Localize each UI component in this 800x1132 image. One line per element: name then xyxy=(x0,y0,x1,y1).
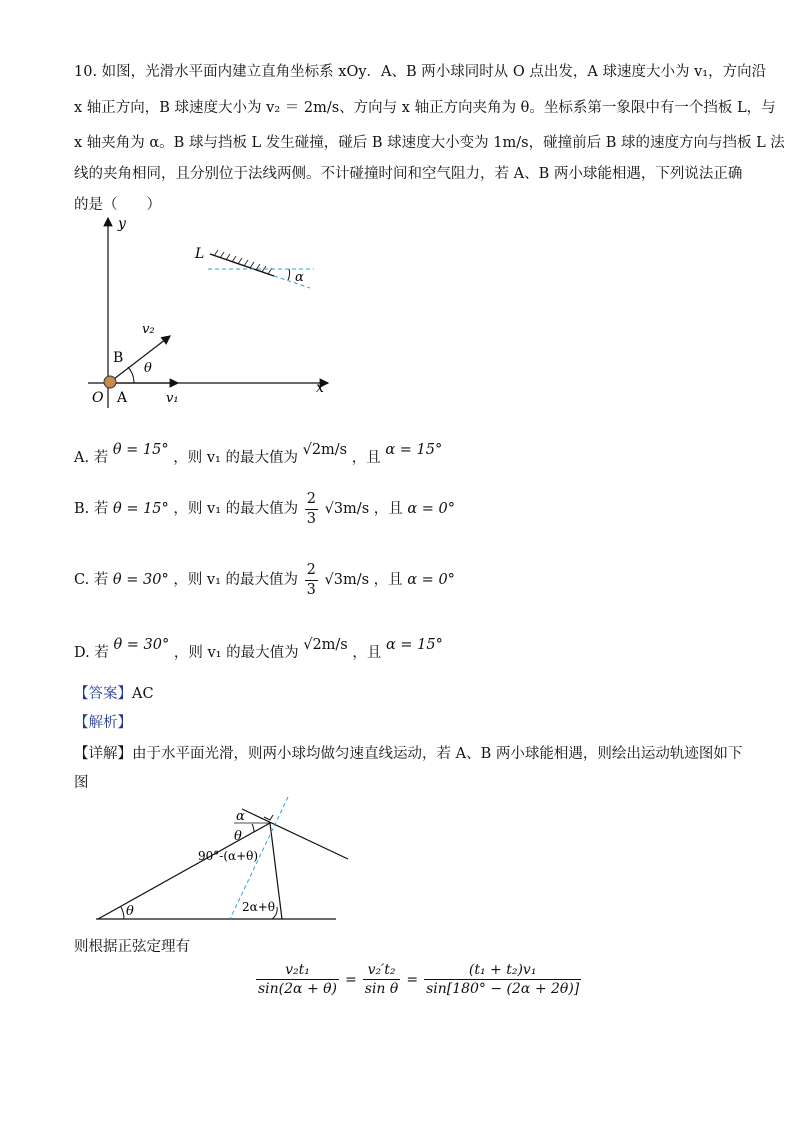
v2-label: v₂ xyxy=(142,322,155,337)
x-label: x xyxy=(316,380,324,396)
option-b-frac xyxy=(305,492,318,526)
option-b-frac-den: 3 xyxy=(306,510,316,527)
sine-frac-1-den: sin(2α + θ) xyxy=(258,981,338,997)
option-d-cond: θ = 30° xyxy=(113,637,170,653)
detail-line-2: 图 xyxy=(74,775,89,791)
option-c-value: √3m/s xyxy=(324,572,370,588)
option-b-frac-num: 2 xyxy=(306,491,316,507)
theta-arc xyxy=(128,367,134,383)
option-a-tail: ，且 xyxy=(351,450,381,466)
right-angle-mark xyxy=(264,815,273,820)
option-d-pre: 若 xyxy=(94,645,109,661)
option-c-alpha: α = 0° xyxy=(407,572,455,588)
option-a-pre: 若 xyxy=(93,450,109,466)
option-b-value: √3m/s xyxy=(324,501,370,517)
sine-rule-equation xyxy=(254,963,583,996)
option-b-tail: ，且 xyxy=(373,501,403,517)
option-a-mid: ，则 v₁ 的最大值为 xyxy=(173,450,298,466)
option-d-value: √2m/s xyxy=(303,637,348,653)
question-line-3: x 轴夹角为 α。B 球与挡板 L 发生碰撞，碰后 B 球速度大小变为 1m/s，碰撞前后 B 球的速度方向与挡板 L 法 xyxy=(74,135,785,151)
theta-label-2: θ xyxy=(234,829,242,844)
option-d-alpha: α = 15° xyxy=(385,637,443,653)
option-c-pre: 若 xyxy=(93,572,109,588)
option-c-cond: θ = 30° xyxy=(112,572,169,588)
sine-frac-1 xyxy=(256,963,339,996)
answer-label: 【答案】 xyxy=(74,686,132,702)
wall-l xyxy=(210,254,274,276)
answer-value: AC xyxy=(132,686,154,702)
detail-text-1: 由于水平面光滑，则两小球均做匀速直线运动，若 A、B 两小球能相遇，则绘出运动轨迹图如下 xyxy=(132,746,743,762)
option-a xyxy=(74,442,443,467)
v1-label: v₁ xyxy=(166,391,179,406)
option-b-pre: 若 xyxy=(93,501,109,517)
detail-label: 【详解】 xyxy=(74,746,132,762)
option-b-mid: ，则 v₁ 的最大值为 xyxy=(173,501,299,517)
alpha-label-2: α xyxy=(236,809,245,824)
option-c-frac xyxy=(305,563,318,597)
answer-line xyxy=(74,682,154,703)
coordinate-figure xyxy=(84,212,344,412)
origin-label: O xyxy=(92,390,104,406)
trajectory-figure xyxy=(84,793,374,933)
analysis-line xyxy=(74,711,132,732)
y-label: y xyxy=(118,216,126,232)
sine-frac-2 xyxy=(363,963,401,996)
bottom-theta-label: θ xyxy=(126,904,134,919)
analysis-label: 【解析】 xyxy=(74,715,132,731)
option-a-alpha: α = 15° xyxy=(385,442,443,458)
option-b-alpha: α = 0° xyxy=(407,501,455,517)
sine-frac-2-num: v₂′t₂ xyxy=(367,962,396,978)
sine-rule-intro: 则根据正弦定理有 xyxy=(74,939,190,955)
question-line-4: 线的夹角相同，且分别位于法线两侧。不计碰撞时间和空气阻力，若 A、B 两小球能相遇，下列说法正确 xyxy=(74,166,743,182)
question-line-1 xyxy=(74,60,766,81)
b-label: B xyxy=(113,350,124,366)
option-c-tail: ，且 xyxy=(373,572,403,588)
option-b xyxy=(74,492,455,526)
ball xyxy=(104,376,116,388)
question-line-5: 的是（ ） xyxy=(74,197,161,213)
option-d-letter: D. xyxy=(74,645,90,661)
alpha-arc xyxy=(288,269,290,280)
option-c-frac-num: 2 xyxy=(306,562,316,578)
sine-frac-2-den: sin θ xyxy=(364,981,399,997)
option-d-mid: ，则 v₁ 的最大值为 xyxy=(173,645,299,661)
wall-hatch xyxy=(214,250,272,274)
option-c-letter: C. xyxy=(74,572,90,588)
a-label: A xyxy=(117,390,128,406)
theta-arc-top xyxy=(252,824,254,832)
sum-angle-label: 2α+θ xyxy=(242,900,276,914)
option-c-mid: ，则 v₁ 的最大值为 xyxy=(173,572,299,588)
option-b-letter: B. xyxy=(74,501,90,517)
wall-extension-dash xyxy=(274,276,310,288)
equals-1: = xyxy=(345,971,357,988)
angle-label: 90°-(α+θ) xyxy=(198,849,259,863)
option-a-cond: θ = 15° xyxy=(112,442,169,458)
option-c-frac-den: 3 xyxy=(306,581,316,598)
sine-frac-3-num: (t₁ + t₂)v₁ xyxy=(468,962,537,978)
question-text-1: 如图，光滑水平面内建立直角坐标系 xOy．A、B 两小球同时从 O 点出发，A 球速度大小为 v₁，方向沿 xyxy=(101,64,767,80)
sine-frac-3 xyxy=(424,963,581,996)
option-b-cond: θ = 15° xyxy=(112,501,169,517)
option-a-value: √2m/s xyxy=(302,442,348,458)
sine-frac-1-num: v₂t₁ xyxy=(285,962,310,978)
question-number: 10. xyxy=(74,64,98,80)
option-a-letter: A. xyxy=(74,450,90,466)
bottom-theta-arc xyxy=(121,907,124,919)
option-d xyxy=(74,637,443,662)
equals-2: = xyxy=(406,971,419,988)
wall-label: L xyxy=(195,246,205,262)
detail-line-1 xyxy=(74,742,742,763)
question-line-2: x 轴正方向，B 球速度大小为 v₂ ＝ 2m/s、方向与 x 轴正方向夹角为 θ。坐标系第一象限中有一个挡板 L，与 xyxy=(74,100,776,116)
sine-frac-3-den: sin[180° − (2α + 2θ)] xyxy=(426,981,580,997)
option-c xyxy=(74,563,455,597)
alpha-label: α xyxy=(295,270,304,285)
theta-label: θ xyxy=(144,361,152,376)
option-d-tail: ，且 xyxy=(352,645,382,661)
